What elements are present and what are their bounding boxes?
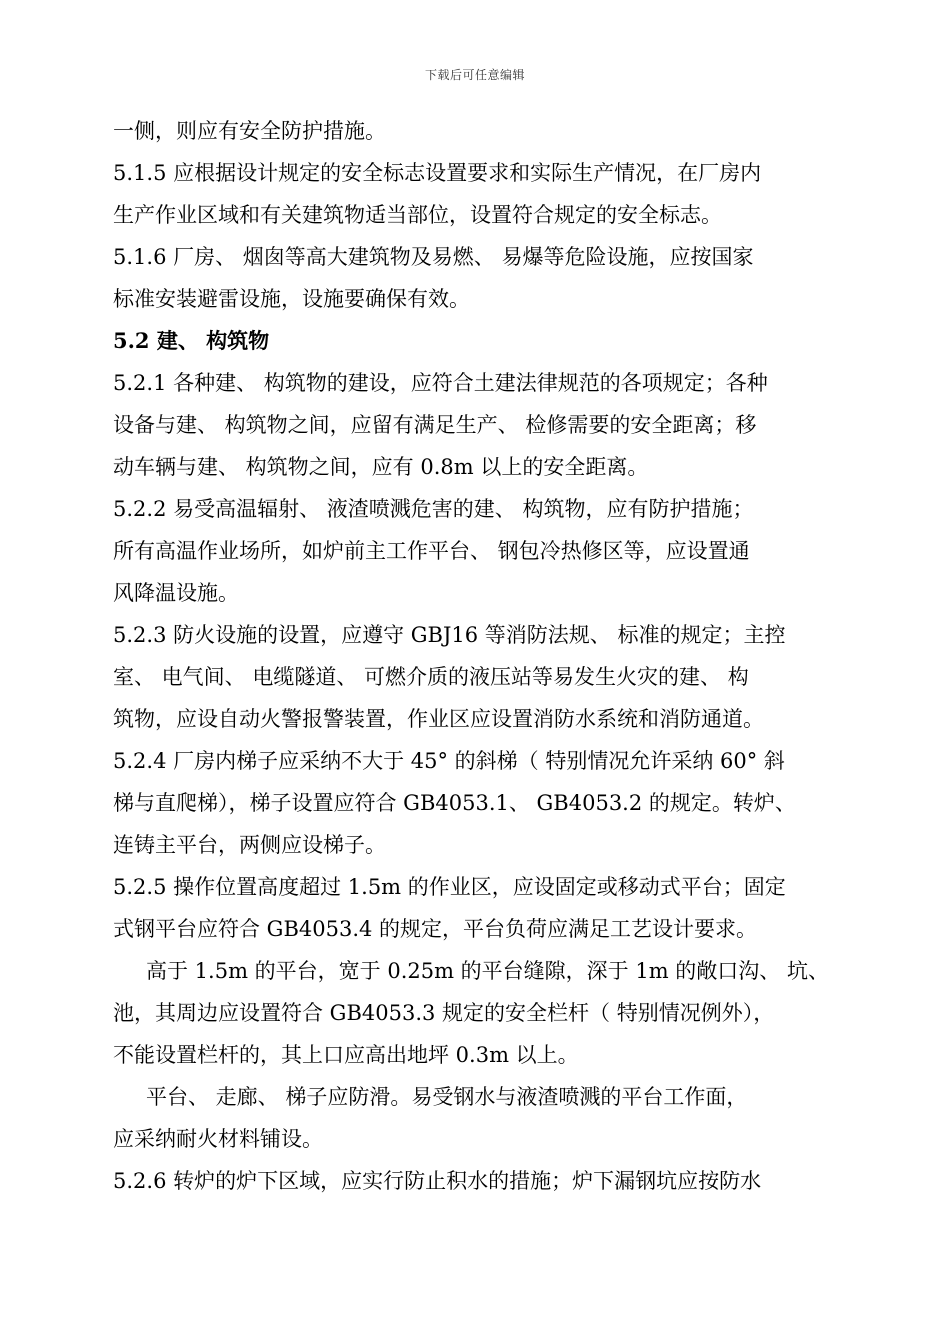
section-heading: 5.2 建、 构筑物	[113, 328, 270, 353]
text-line: 池，其周边应设置符合 GB4053.3 规定的安全栏杆（ 特别情况例外），	[113, 1001, 775, 1025]
text-line: 风降温设施。	[113, 581, 239, 605]
page-header: 下载后可任意编辑	[424, 68, 525, 82]
text-line: 所有高温作业场所，如炉前主工作平台、 钢包冷热修区等，应设置通	[113, 539, 750, 563]
text-line: 一侧，则应有安全防护措施。	[113, 119, 386, 143]
text-line: 室、 电气间、 电缆隧道、 可燃介质的液压站等易发生火灾的建、 构	[113, 665, 749, 689]
text-line: 标准安装避雷设施，设施要确保有效。	[113, 287, 470, 311]
text-line: 筑物，应设自动火警报警装置，作业区应设置消防水系统和消防通道。	[113, 707, 764, 731]
text-line: 5.2.5 操作位置高度超过 1.5m 的作业区，应设固定或移动式平台；固定	[113, 875, 786, 899]
text-line: 连铸主平台，两侧应设梯子。	[113, 833, 386, 857]
text-line: 5.1.5 应根据设计规定的安全标志设置要求和实际生产情况，在厂房内	[113, 161, 762, 185]
text-line: 高于 1.5m 的平台，宽于 0.25m 的平台缝隙，深于 1m 的敞口沟、 坑、	[146, 959, 829, 983]
document-body	[113, 110, 843, 1202]
text-line: 5.2.3 防火设施的设置，应遵守 GBJ16 等消防法规、 标准的规定；主控	[113, 623, 786, 647]
text-line: 梯与直爬梯），梯子设置应符合 GB4053.1、 GB4053.2 的规定。转炉、	[113, 791, 796, 815]
text-line: 5.2.4 厂房内梯子应采纳不大于 45° 的斜梯（ 特别情况允许采纳 60° 斜	[113, 749, 785, 773]
text-line: 不能设置栏杆的，其上口应高出地坪 0.3m 以上。	[113, 1043, 579, 1067]
text-line: 动车辆与建、 构筑物之间，应有 0.8m 以上的安全距离。	[113, 455, 649, 479]
text-line: 生产作业区域和有关建筑物适当部位，设置符合规定的安全标志。	[113, 203, 722, 227]
text-line: 应采纳耐火材料铺设。	[113, 1127, 323, 1151]
text-line: 5.1.6 厂房、 烟囱等高大建筑物及易燃、 易爆等危险设施，应按国家	[113, 245, 754, 269]
text-line: 5.2.1 各种建、 构筑物的建设，应符合土建法律规范的各项规定；各种	[113, 371, 768, 395]
text-line: 平台、 走廊、 梯子应防滑。易受钢水与液渣喷溅的平台工作面，	[146, 1085, 748, 1109]
text-line: 设备与建、 构筑物之间，应留有满足生产、 检修需要的安全距离；移	[113, 413, 757, 437]
text-line: 式钢平台应符合 GB4053.4 的规定，平台负荷应满足工艺设计要求。	[113, 917, 758, 941]
text-line: 5.2.6 转炉的炉下区域，应实行防止积水的措施；炉下漏钢坑应按防水	[113, 1169, 762, 1193]
text-line: 5.2.2 易受高温辐射、 液渣喷溅危害的建、 构筑物，应有防护措施；	[113, 497, 754, 521]
